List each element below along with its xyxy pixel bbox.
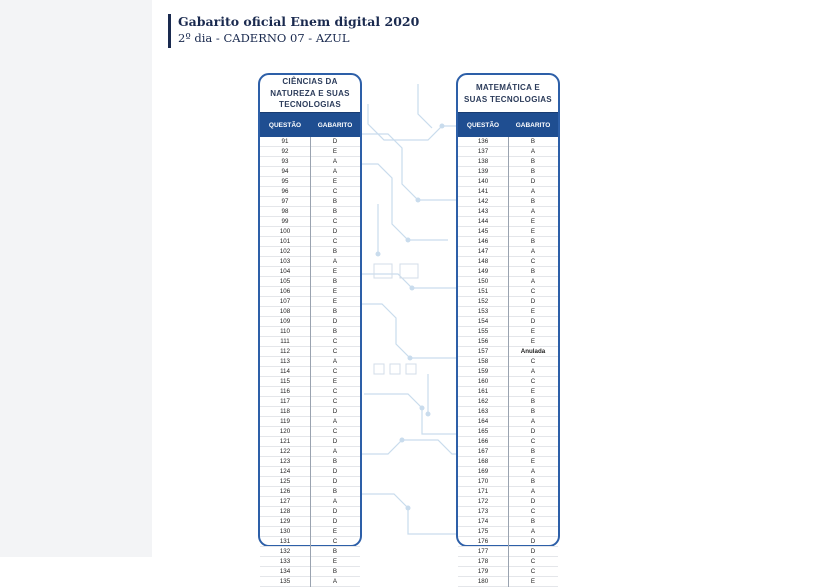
- table-row: [458, 167, 558, 177]
- answer-key: B: [332, 548, 338, 555]
- table-row: [458, 497, 558, 507]
- question-number: 92: [281, 148, 289, 155]
- table-row: [260, 377, 360, 387]
- answer-key: E: [530, 458, 536, 465]
- answer-key: D: [530, 428, 536, 435]
- title-accent-bar: [168, 14, 171, 48]
- question-number: 164: [477, 418, 489, 425]
- answer-key: D: [332, 478, 338, 485]
- answer-key: C: [332, 388, 338, 395]
- answer-key: A: [530, 368, 536, 375]
- table-row: [458, 477, 558, 487]
- answer-key: C: [530, 438, 536, 445]
- answer-key: E: [530, 218, 536, 225]
- answer-key: B: [530, 238, 536, 245]
- table-row: [260, 147, 360, 157]
- table-row: [260, 327, 360, 337]
- page-title: Gabarito oficial Enem digital 2020: [178, 14, 420, 29]
- answer-key: D: [332, 318, 338, 325]
- answer-key: A: [332, 498, 338, 505]
- answer-key: C: [530, 558, 536, 565]
- answer-key: D: [530, 318, 536, 325]
- question-number: 126: [279, 488, 291, 495]
- answer-key: A: [530, 278, 536, 285]
- table-row: [260, 217, 360, 227]
- table-row: [260, 187, 360, 197]
- table-row: [260, 497, 360, 507]
- question-number: 180: [477, 578, 489, 585]
- table-row: [260, 367, 360, 377]
- answer-key: E: [530, 388, 536, 395]
- question-number: 165: [477, 428, 489, 435]
- table-row: [260, 487, 360, 497]
- table-row: [260, 397, 360, 407]
- question-number: 130: [279, 528, 291, 535]
- table-row: [458, 397, 558, 407]
- answer-key: C: [332, 348, 338, 355]
- answer-key: C: [332, 398, 338, 405]
- question-number: 155: [477, 328, 489, 335]
- table-row: [260, 427, 360, 437]
- answer-key: B: [332, 328, 338, 335]
- question-number: 137: [477, 148, 489, 155]
- question-number: 129: [279, 518, 291, 525]
- answer-key: A: [332, 168, 338, 175]
- table-row: [260, 537, 360, 547]
- question-number: 170: [477, 478, 489, 485]
- question-number: 176: [477, 538, 489, 545]
- answer-key: B: [332, 308, 338, 315]
- circuit-background: [358, 74, 462, 550]
- question-number: 134: [279, 568, 291, 575]
- question-number: 144: [477, 218, 489, 225]
- table-row: [458, 537, 558, 547]
- question-number: 96: [281, 188, 289, 195]
- question-number: 142: [477, 198, 489, 205]
- question-number: 93: [281, 158, 289, 165]
- question-number: 109: [279, 318, 291, 325]
- table-row: [458, 517, 558, 527]
- question-number: 108: [279, 308, 291, 315]
- table-row: [260, 357, 360, 367]
- answer-key: B: [332, 208, 338, 215]
- answer-key: E: [332, 178, 338, 185]
- answer-key: A: [332, 578, 338, 585]
- answer-key: C: [332, 218, 338, 225]
- answer-key: C: [332, 538, 338, 545]
- table-row: [458, 467, 558, 477]
- answer-key: E: [530, 228, 536, 235]
- answer-key: C: [530, 358, 536, 365]
- question-number: 161: [477, 388, 489, 395]
- answer-key: B: [332, 568, 338, 575]
- column-headers: [260, 112, 360, 137]
- table-row: [260, 577, 360, 587]
- answer-key: E: [332, 298, 338, 305]
- answer-key: B: [332, 278, 338, 285]
- table-row: [458, 337, 558, 347]
- table-row: [260, 517, 360, 527]
- question-number: 156: [477, 338, 489, 345]
- table-row: [260, 307, 360, 317]
- answer-key: C: [530, 378, 536, 385]
- question-number: 119: [280, 418, 290, 425]
- question-number: 118: [280, 408, 290, 415]
- question-number: 175: [477, 528, 489, 535]
- table-row: [458, 317, 558, 327]
- table-row: [458, 137, 558, 147]
- question-number: 127: [279, 498, 291, 505]
- table-row: [260, 157, 360, 167]
- answer-key: B: [530, 518, 536, 525]
- answer-key: A: [332, 418, 338, 425]
- table-row: [458, 207, 558, 217]
- question-number: 102: [279, 248, 291, 255]
- question-number: 104: [279, 268, 291, 275]
- answer-key: B: [332, 248, 338, 255]
- table-row: [260, 437, 360, 447]
- answer-key: E: [530, 578, 536, 585]
- table-row: [260, 467, 360, 477]
- question-number: 103: [279, 258, 291, 265]
- page-subtitle: 2º dia - CADERNO 07 - AZUL: [178, 31, 350, 45]
- question-number: 149: [477, 268, 489, 275]
- table-heading: MATEMÁTICA E SUAS TECNOLOGIAS: [464, 82, 552, 104]
- question-number: 91: [281, 138, 289, 145]
- answer-key: D: [530, 298, 536, 305]
- question-number: 166: [477, 438, 489, 445]
- table-row: [458, 307, 558, 317]
- answer-key: D: [332, 438, 338, 445]
- table-row: [458, 347, 558, 357]
- question-number: 117: [280, 398, 290, 405]
- table-row: [458, 527, 558, 537]
- table-row: [458, 267, 558, 277]
- answer-key: A: [530, 148, 536, 155]
- question-number: 178: [477, 558, 489, 565]
- answer-key: B: [530, 268, 536, 275]
- table-rows: [260, 137, 360, 587]
- question-number: 105: [279, 278, 291, 285]
- answer-key: A: [530, 208, 536, 215]
- question-number: 171: [477, 488, 489, 495]
- table-row: [260, 527, 360, 537]
- table-row: [260, 337, 360, 347]
- column-header-question: QUESTÃO: [268, 121, 302, 129]
- answer-key: E: [332, 528, 338, 535]
- natural-sciences-answer-table: [258, 73, 362, 585]
- question-number: 95: [281, 178, 289, 185]
- table-row: [458, 257, 558, 267]
- table-row: [260, 417, 360, 427]
- question-number: 113: [280, 358, 290, 365]
- table-row: [458, 247, 558, 257]
- table-row: [458, 217, 558, 227]
- table-row: [260, 557, 360, 567]
- answer-key: D: [530, 538, 536, 545]
- table-row: [458, 437, 558, 447]
- table-row: [260, 207, 360, 217]
- table-row: [458, 457, 558, 467]
- question-number: 152: [477, 298, 489, 305]
- table-row: [458, 197, 558, 207]
- answer-key: E: [332, 288, 338, 295]
- question-number: 158: [477, 358, 489, 365]
- table-row: [260, 247, 360, 257]
- question-number: 151: [477, 288, 489, 295]
- answer-key: C: [332, 238, 338, 245]
- table-row: [458, 487, 558, 497]
- answer-key: A: [530, 468, 536, 475]
- question-number: 179: [477, 568, 489, 575]
- answer-key: E: [332, 378, 338, 385]
- answer-key: B: [332, 488, 338, 495]
- answer-key: E: [332, 268, 338, 275]
- question-number: 107: [279, 298, 291, 305]
- question-number: 98: [281, 208, 289, 215]
- mathematics-answer-table: [456, 73, 560, 585]
- question-number: 150: [477, 278, 489, 285]
- question-number: 132: [279, 548, 291, 555]
- question-number: 131: [279, 538, 291, 545]
- answer-key: Anulada: [520, 348, 546, 355]
- answer-key: B: [530, 478, 536, 485]
- answer-key: C: [530, 258, 536, 265]
- question-number: 153: [477, 308, 489, 315]
- column-headers: [458, 112, 558, 137]
- table-row: [458, 417, 558, 427]
- question-number: 138: [477, 158, 489, 165]
- answer-key: A: [530, 188, 536, 195]
- answer-key: D: [530, 548, 536, 555]
- answer-key: E: [530, 338, 536, 345]
- question-number: 120: [279, 428, 291, 435]
- question-number: 168: [477, 458, 489, 465]
- left-margin-strip: [0, 0, 152, 557]
- table-row: [458, 427, 558, 437]
- table-row: [260, 287, 360, 297]
- answer-key: C: [332, 338, 338, 345]
- table-row: [458, 387, 558, 397]
- table-row: [260, 257, 360, 267]
- table-row: [260, 197, 360, 207]
- question-number: 101: [279, 238, 291, 245]
- question-number: 115: [280, 378, 290, 385]
- question-number: 94: [281, 168, 289, 175]
- table-row: [458, 507, 558, 517]
- question-number: 122: [279, 448, 291, 455]
- answer-key: E: [332, 558, 338, 565]
- table-row: [260, 137, 360, 147]
- question-number: 135: [279, 578, 291, 585]
- answer-key: E: [332, 148, 338, 155]
- table-row: [458, 297, 558, 307]
- question-number: 173: [477, 508, 489, 515]
- table-row: [260, 267, 360, 277]
- question-number: 169: [477, 468, 489, 475]
- table-row: [458, 277, 558, 287]
- answer-key: B: [530, 168, 536, 175]
- answer-key: B: [332, 198, 338, 205]
- question-number: 139: [477, 168, 489, 175]
- answer-key: A: [530, 488, 536, 495]
- table-row: [260, 567, 360, 577]
- table-row: [458, 147, 558, 157]
- question-number: 97: [281, 198, 289, 205]
- answer-key: C: [332, 428, 338, 435]
- column-header-answer: GABARITO: [515, 121, 551, 129]
- column-header-question: QUESTÃO: [466, 121, 500, 129]
- question-number: 157: [477, 348, 489, 355]
- question-number: 125: [279, 478, 291, 485]
- question-number: 133: [279, 558, 291, 565]
- answer-key: D: [332, 508, 338, 515]
- question-number: 114: [280, 368, 290, 375]
- table-row: [458, 157, 558, 167]
- table-row: [260, 237, 360, 247]
- question-number: 112: [280, 348, 290, 355]
- answer-key: C: [530, 568, 536, 575]
- answer-key: C: [530, 508, 536, 515]
- table-rows: [458, 137, 558, 587]
- question-number: 99: [281, 218, 289, 225]
- answer-key: A: [530, 248, 536, 255]
- question-number: 163: [477, 408, 489, 415]
- table-row: [458, 187, 558, 197]
- table-row: [458, 367, 558, 377]
- table-row: [260, 477, 360, 487]
- question-number: 172: [477, 498, 489, 505]
- question-number: 143: [477, 208, 489, 215]
- answer-key: A: [332, 258, 338, 265]
- question-number: 167: [477, 448, 489, 455]
- question-number: 121: [279, 438, 291, 445]
- table-row: [458, 577, 558, 587]
- answer-key: B: [530, 408, 536, 415]
- answer-key: C: [332, 368, 338, 375]
- answer-key: B: [530, 398, 536, 405]
- question-number: 162: [477, 398, 489, 405]
- table-row: [458, 287, 558, 297]
- question-number: 116: [280, 388, 290, 395]
- answer-key: A: [530, 528, 536, 535]
- answer-key: C: [530, 288, 536, 295]
- question-number: 174: [477, 518, 489, 525]
- table-row: [458, 237, 558, 247]
- question-number: 145: [477, 228, 489, 235]
- table-row: [458, 447, 558, 457]
- table-row: [260, 177, 360, 187]
- table-row: [260, 507, 360, 517]
- question-number: 128: [279, 508, 291, 515]
- answer-key: A: [332, 448, 338, 455]
- question-number: 159: [477, 368, 489, 375]
- answer-key: B: [530, 158, 536, 165]
- answer-key: A: [530, 418, 536, 425]
- answer-key: D: [332, 518, 338, 525]
- question-number: 136: [477, 138, 489, 145]
- table-row: [260, 277, 360, 287]
- answer-key: B: [530, 198, 536, 205]
- table-row: [260, 167, 360, 177]
- answer-key: A: [332, 158, 338, 165]
- question-number: 141: [477, 188, 489, 195]
- table-row: [458, 407, 558, 417]
- table-row: [458, 557, 558, 567]
- question-number: 160: [477, 378, 489, 385]
- table-row: [260, 457, 360, 467]
- table-row: [458, 227, 558, 237]
- answer-key: C: [332, 188, 338, 195]
- table-row: [260, 447, 360, 457]
- question-number: 177: [477, 548, 489, 555]
- answer-key: A: [332, 358, 338, 365]
- table-row: [458, 357, 558, 367]
- table-row: [260, 227, 360, 237]
- answer-key: D: [332, 138, 338, 145]
- question-number: 110: [280, 328, 290, 335]
- question-number: 140: [477, 178, 489, 185]
- answer-key: D: [332, 228, 338, 235]
- question-number: 123: [279, 458, 291, 465]
- question-number: 106: [279, 288, 291, 295]
- question-number: 100: [279, 228, 291, 235]
- question-number: 146: [477, 238, 489, 245]
- question-number: 154: [477, 318, 489, 325]
- answer-key: D: [530, 178, 536, 185]
- question-number: 124: [279, 468, 291, 475]
- table-row: [260, 347, 360, 357]
- table-heading: CIÊNCIAS DA NATUREZA E SUAS TECNOLOGIAS: [270, 77, 350, 110]
- answer-key: E: [530, 308, 536, 315]
- question-number: 147: [477, 248, 489, 255]
- question-number: 111: [280, 338, 290, 345]
- table-row: [260, 547, 360, 557]
- answer-key: B: [530, 138, 536, 145]
- answer-key: D: [530, 498, 536, 505]
- table-row: [458, 567, 558, 577]
- table-row: [458, 547, 558, 557]
- table-row: [260, 387, 360, 397]
- answer-key: E: [530, 328, 536, 335]
- question-number: 148: [477, 258, 489, 265]
- table-row: [458, 327, 558, 337]
- table-row: [260, 297, 360, 307]
- answer-key: D: [332, 408, 338, 415]
- table-row: [260, 317, 360, 327]
- table-row: [458, 177, 558, 187]
- answer-key: B: [530, 448, 536, 455]
- answer-key: D: [332, 468, 338, 475]
- table-row: [260, 407, 360, 417]
- answer-key: B: [332, 458, 338, 465]
- column-header-answer: GABARITO: [317, 121, 353, 129]
- table-row: [458, 377, 558, 387]
